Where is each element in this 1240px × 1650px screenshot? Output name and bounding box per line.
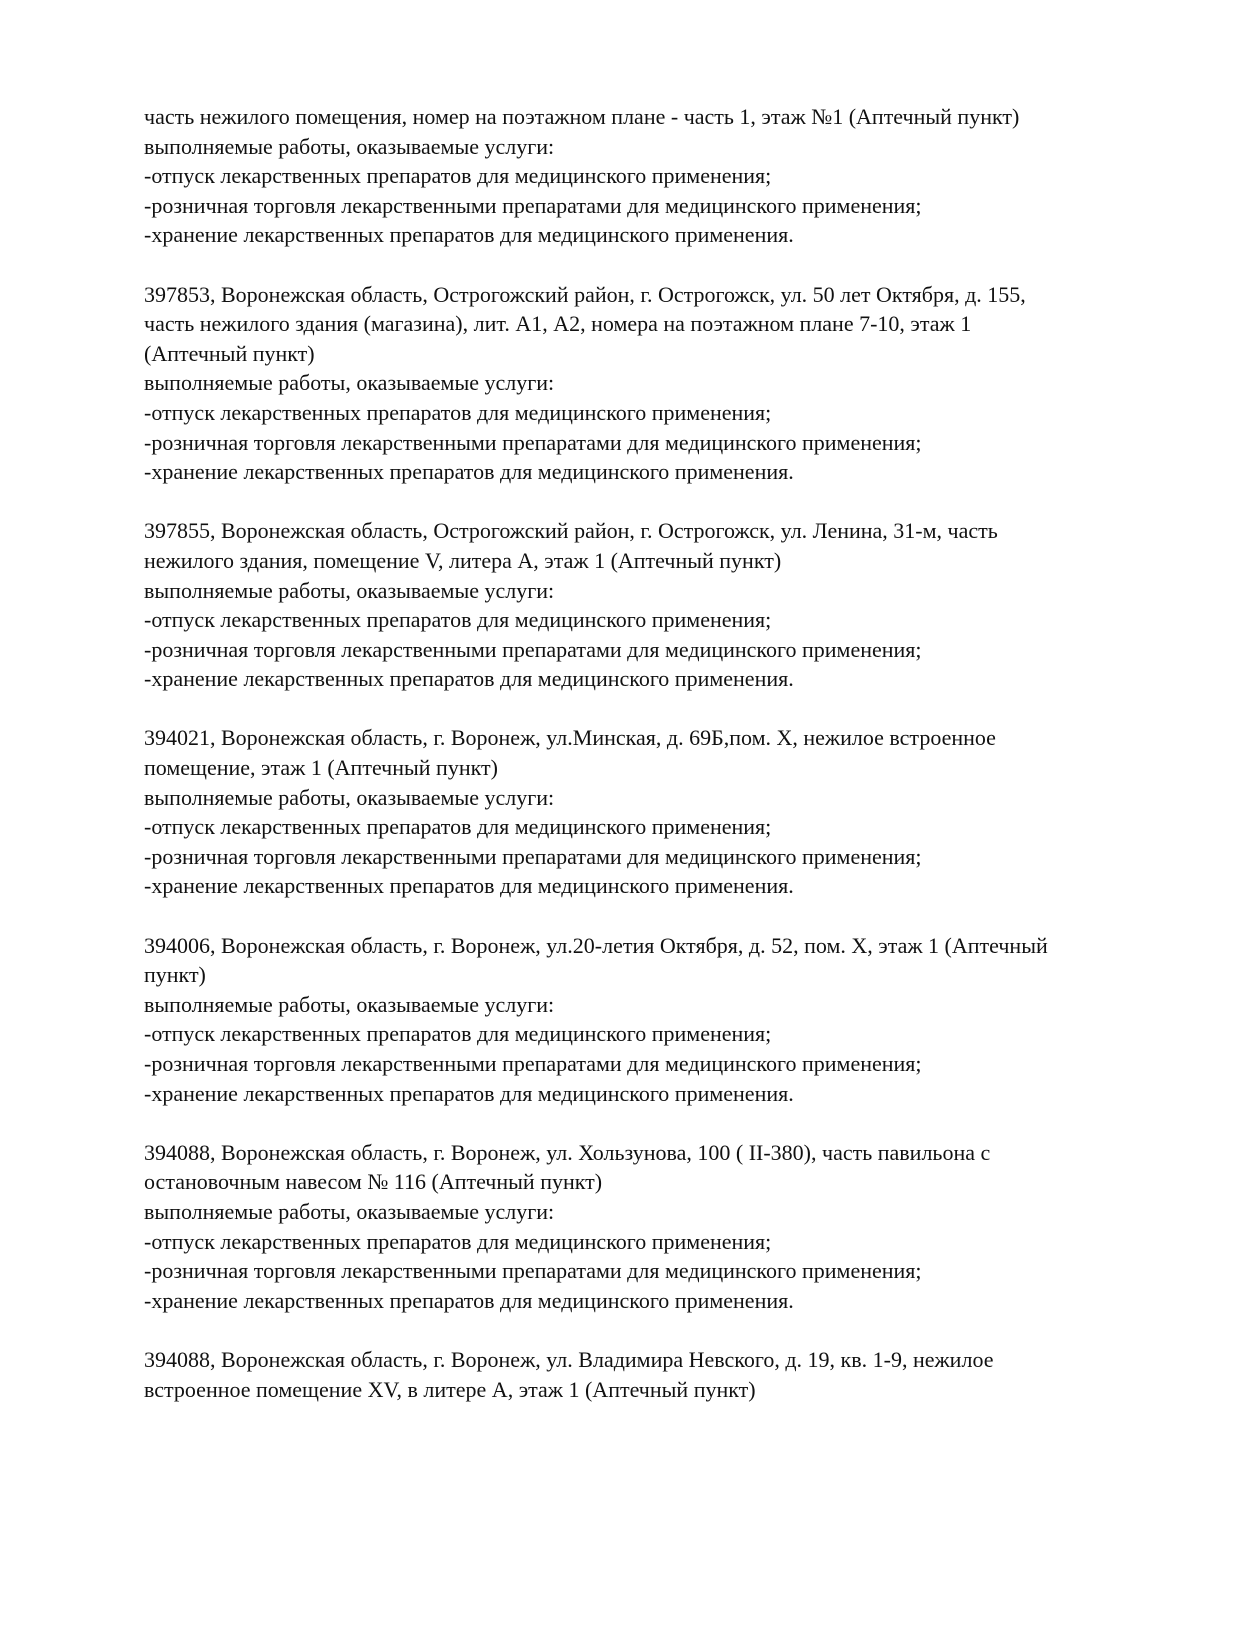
service-item: -отпуск лекарственных препаратов для медицинского применения; — [144, 607, 772, 633]
services-heading: выполняемые работы, оказываемые услуги: — [144, 784, 555, 810]
address-line: 394021, Воронежская область, г. Воронеж, ул.Минская, д. 69Б,пом. X, нежилое встроенное — [144, 725, 996, 751]
service-item: -отпуск лекарственных препаратов для медицинского применения; — [144, 814, 772, 840]
pharmacy-entry — [144, 1345, 1164, 1404]
service-item: -хранение лекарственных препаратов для медицинского применения. — [144, 1287, 794, 1313]
address-line: пункт) — [144, 962, 206, 988]
address-line: 394006, Воронежская область, г. Воронеж, ул.20-летия Октября, д. 52, пом. X, этаж 1 (Аптечный — [144, 932, 1048, 958]
service-item: -хранение лекарственных препаратов для медицинского применения. — [144, 222, 794, 248]
address-line: часть нежилого здания (магазина), лит. А1, А2, номера на поэтажном плане 7-10, этаж 1 — [144, 311, 972, 337]
service-item: -хранение лекарственных препаратов для медицинского применения. — [144, 873, 794, 899]
service-item: -отпуск лекарственных препаратов для медицинского применения; — [144, 1228, 772, 1254]
address-line: встроенное помещение XV, в литере А, этаж 1 (Аптечный пункт) — [144, 1376, 756, 1402]
services-heading: выполняемые работы, оказываемые услуги: — [144, 370, 555, 396]
address-line: остановочным навесом № 116 (Аптечный пункт) — [144, 1169, 603, 1195]
address-line: помещение, этаж 1 (Аптечный пункт) — [144, 755, 498, 781]
pharmacy-entry-continued — [144, 102, 1164, 250]
document-body — [144, 102, 1164, 1404]
address-line: 397853, Воронежская область, Острогожский район, г. Острогожск, ул. 50 лет Октября, д. 155, — [144, 281, 1026, 307]
pharmacy-entry — [144, 931, 1164, 1109]
service-item: -хранение лекарственных препаратов для медицинского применения. — [144, 666, 794, 692]
service-item: -розничная торговля лекарственными препаратами для медицинского применения; — [144, 843, 922, 869]
pharmacy-entry — [144, 280, 1164, 487]
services-heading: выполняемые работы, оказываемые услуги: — [144, 577, 555, 603]
address-line: (Аптечный пункт) — [144, 340, 315, 366]
address-line: 394088, Воронежская область, г. Воронеж, ул. Владимира Невского, д. 19, кв. 1-9, нежилое — [144, 1346, 994, 1372]
pharmacy-entry — [144, 1138, 1164, 1316]
service-item: -хранение лекарственных препаратов для медицинского применения. — [144, 1080, 794, 1106]
service-item: -розничная торговля лекарственными препаратами для медицинского применения; — [144, 636, 922, 662]
address-line: 397855, Воронежская область, Острогожский район, г. Острогожск, ул. Ленина, 31-м, часть — [144, 518, 998, 544]
service-item: -розничная торговля лекарственными препаратами для медицинского применения; — [144, 429, 922, 455]
services-heading: выполняемые работы, оказываемые услуги: — [144, 1198, 555, 1224]
services-heading: выполняемые работы, оказываемые услуги: — [144, 133, 555, 159]
address-line: нежилого здания, помещение V, литера А, этаж 1 (Аптечный пункт) — [144, 547, 782, 573]
address-line: часть нежилого помещения, номер на поэтажном плане - часть 1, этаж №1 (Аптечный пункт) — [144, 104, 1020, 129]
pharmacy-entry — [144, 723, 1164, 901]
pharmacy-entry — [144, 516, 1164, 694]
service-item: -отпуск лекарственных препаратов для медицинского применения; — [144, 1021, 772, 1047]
service-item: -хранение лекарственных препаратов для медицинского применения. — [144, 459, 794, 485]
service-item: -отпуск лекарственных препаратов для медицинского применения; — [144, 163, 772, 189]
address-line: 394088, Воронежская область, г. Воронеж, ул. Хользунова, 100 ( II-380), часть павильона с — [144, 1139, 991, 1165]
services-heading: выполняемые работы, оказываемые услуги: — [144, 991, 555, 1017]
service-item: -отпуск лекарственных препаратов для медицинского применения; — [144, 399, 772, 425]
service-item: -розничная торговля лекарственными препаратами для медицинского применения; — [144, 1051, 922, 1076]
service-item: -розничная торговля лекарственными препаратами для медицинского применения; — [144, 192, 922, 218]
document-page — [144, 102, 1164, 1434]
service-item: -розничная торговля лекарственными препаратами для медицинского применения; — [144, 1258, 922, 1284]
